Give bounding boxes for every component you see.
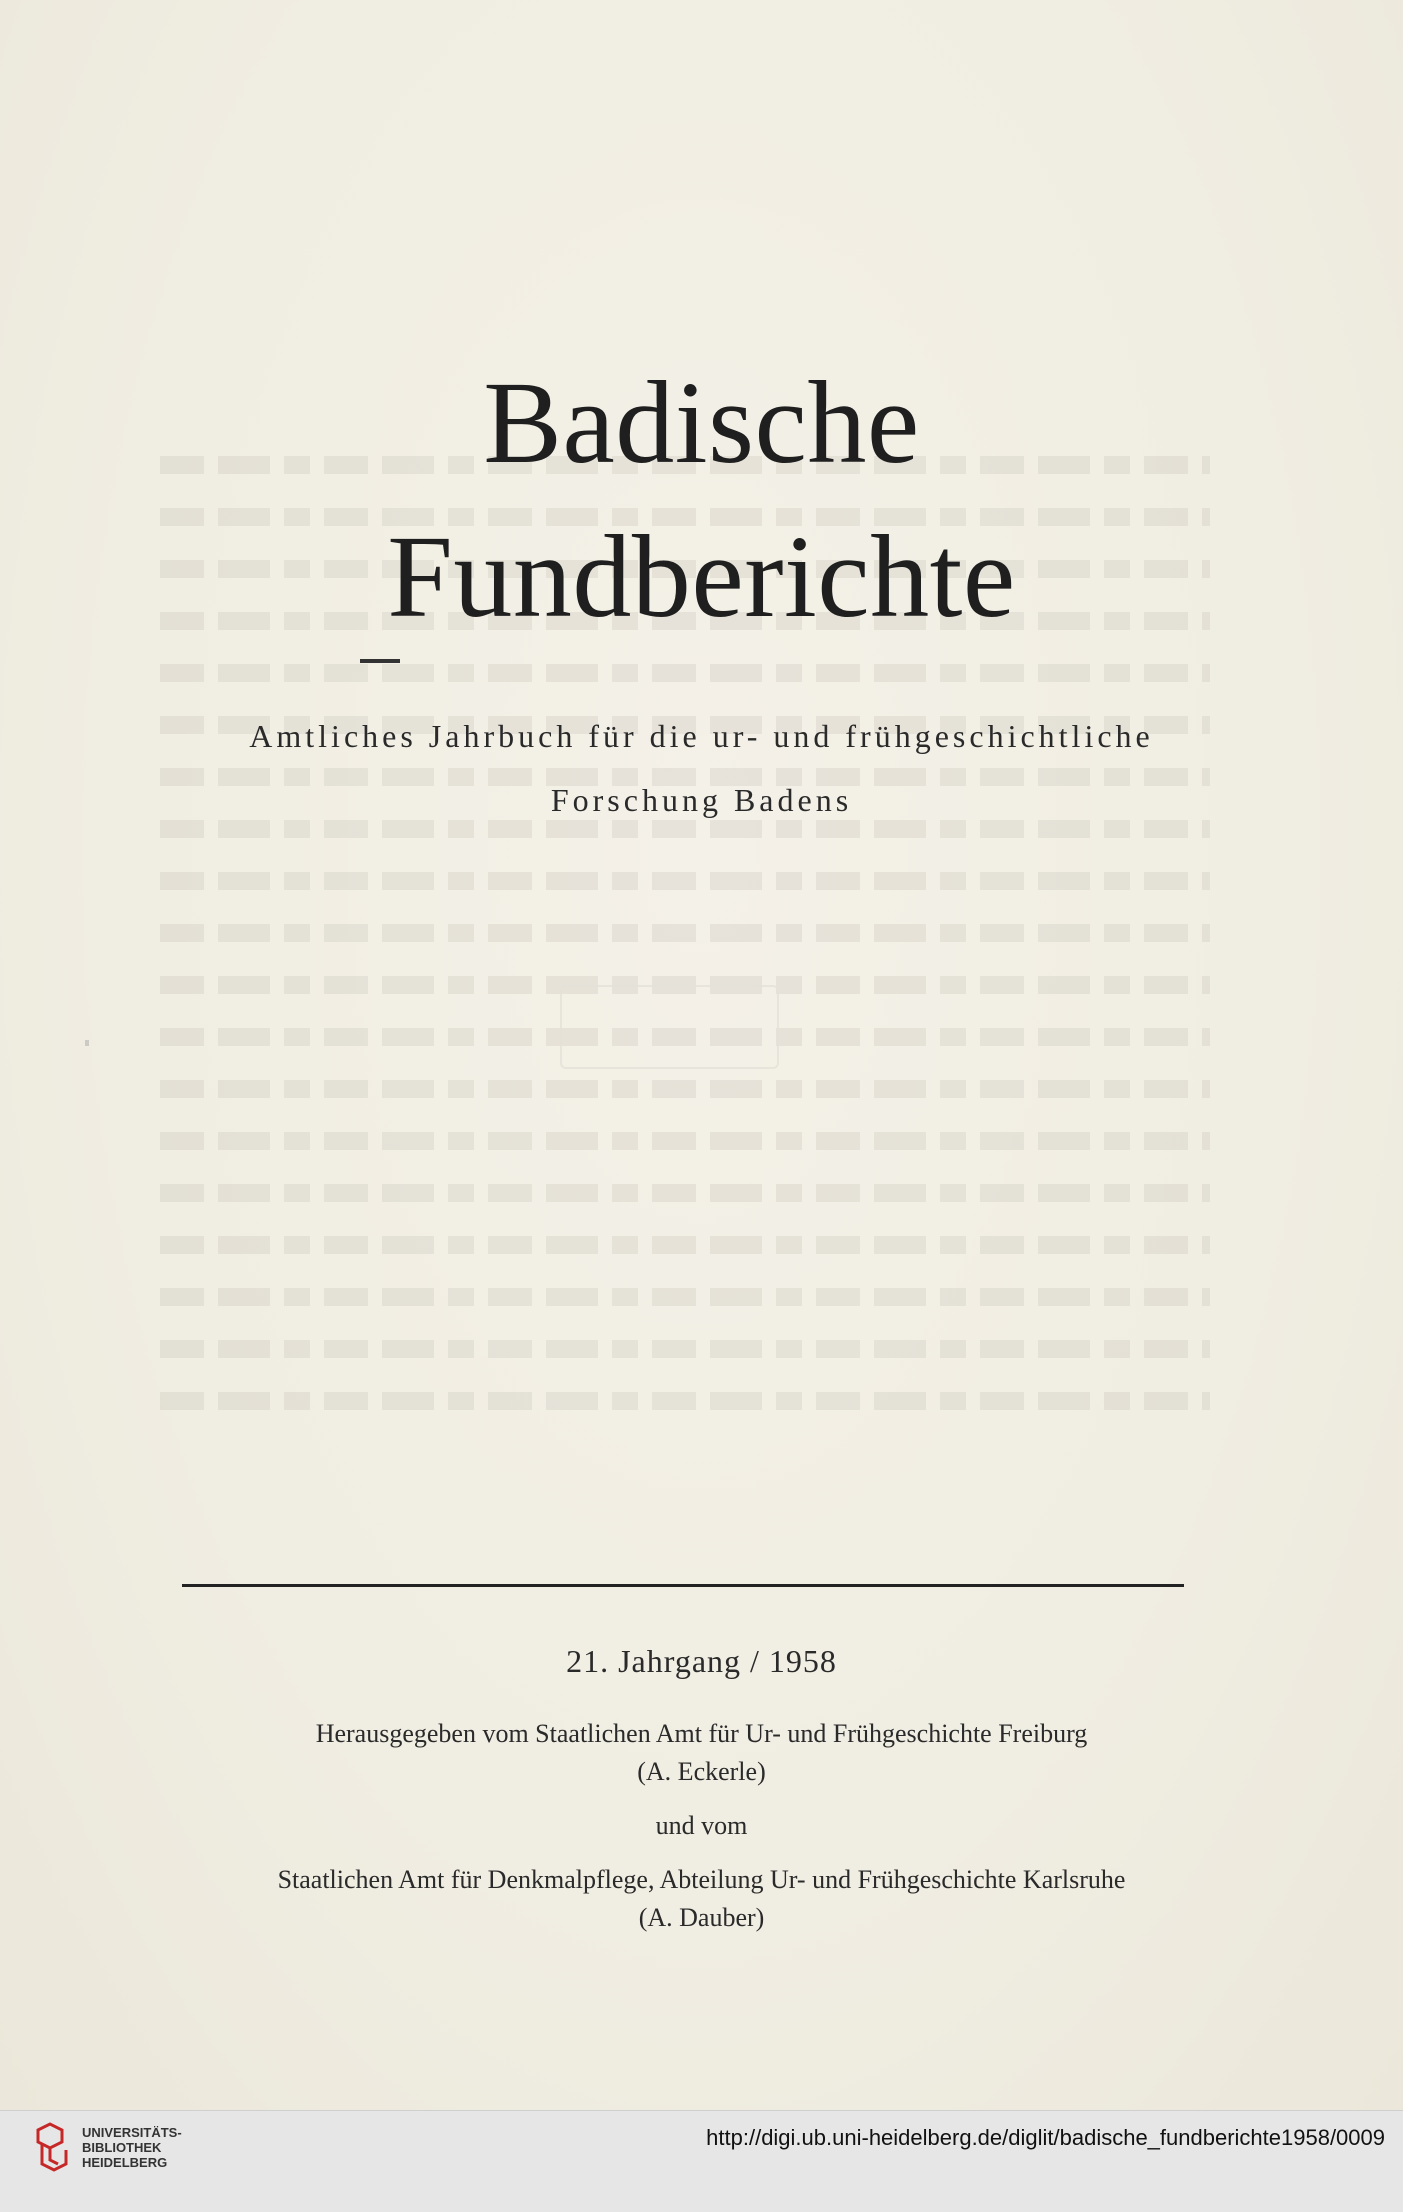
subtitle-line-2: Forschung Badens <box>550 782 853 818</box>
page-speck <box>85 1040 89 1046</box>
publisher-line-4: Staatlichen Amt für Denkmalpflege, Abteilung Ur- und Frühgeschichte Karlsruhe <box>277 1865 1126 1894</box>
title-line-1: Badische <box>483 357 920 488</box>
publisher-line-2: (A. Eckerle) <box>637 1757 766 1786</box>
title-line-2: Fundberichte <box>387 511 1016 642</box>
short-rule <box>360 659 400 663</box>
library-line-2: BIBLIOTHEK <box>82 2140 162 2155</box>
volume-line: 21. Jahrgang / 1958 <box>566 1643 837 1679</box>
subtitle-line-1: Amtliches Jahrbuch für die ur- und frühgeschichtliche <box>249 718 1154 754</box>
horizontal-rule <box>182 1584 1184 1587</box>
library-logo-icon <box>32 2120 72 2176</box>
library-line-3: HEIDELBERG <box>82 2155 168 2170</box>
library-name <box>82 2125 262 2170</box>
permalink-url[interactable]: http://digi.ub.uni-heidelberg.de/diglit/badische_fundberichte1958/0009 <box>706 2125 1385 2150</box>
publisher-line-3: und vom <box>655 1811 748 1840</box>
publisher-line-5: (A. Dauber) <box>638 1903 765 1932</box>
library-line-1: UNIVERSITÄTS- <box>82 2125 182 2140</box>
publisher-line-1: Herausgegeben vom Staatlichen Amt für Ur- und Frühgeschichte Freiburg <box>315 1719 1088 1748</box>
bleed-through-stamp <box>560 985 779 1069</box>
